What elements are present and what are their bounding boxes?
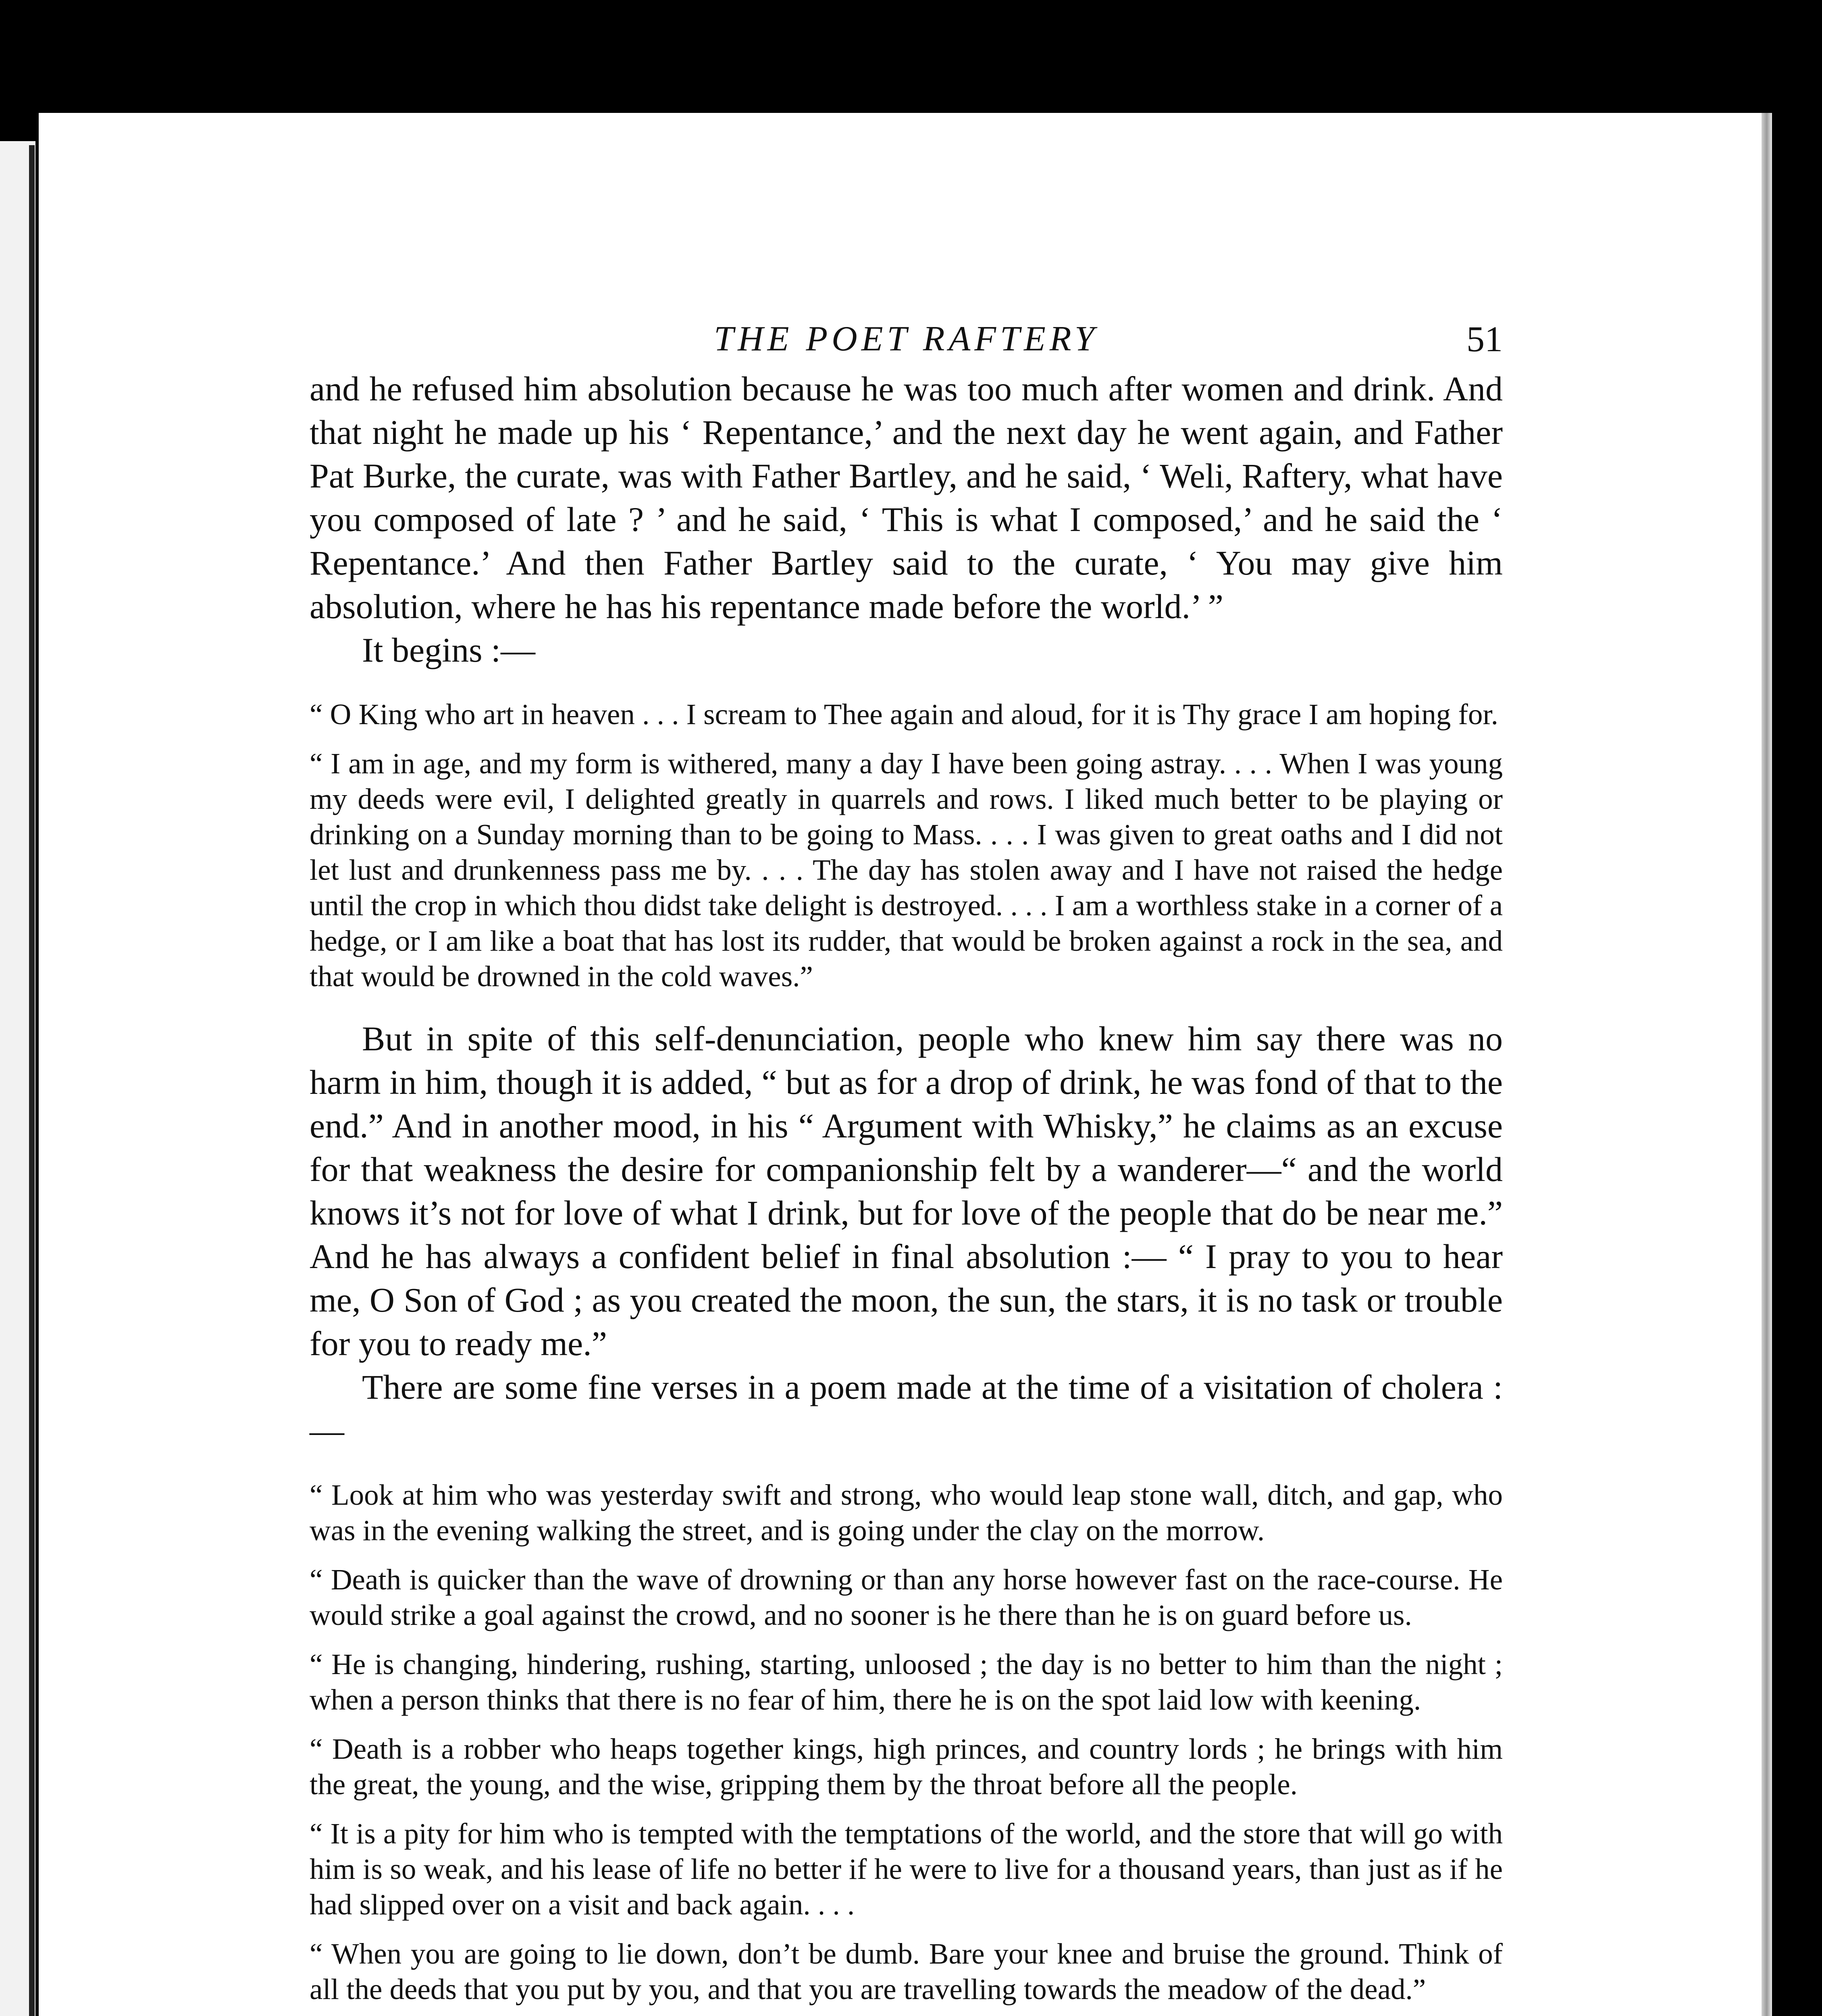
paragraph-2: It begins :— <box>362 631 535 669</box>
quote-5: “ He is changing, hindering, rushing, starting, unloosed ; the day is no better to him than the night ; when a person thinks that there is no fear of him, there he is on the spot laid low with keening. <box>310 1648 1503 1716</box>
page-text <box>310 319 1503 2016</box>
paragraph-4: There are some fine verses in a poem made at the time of a visitation of cholera :— <box>310 1368 1503 1450</box>
quote-7: “ It is a pity for him who is tempted with the temptations of the world, and the store that will go with him is so weak, and his lease of life no better if he were to live for a thousand years, than just as if he had slipped over on a visit and back again. . . . <box>310 1817 1503 1921</box>
page-stack-edge <box>1762 113 1772 2016</box>
quote-6: “ Death is a robber who heaps together kings, high princes, and country lords ; he brings with him the great, the young, and the wise, gripping them by the throat before all the people. <box>310 1733 1503 1801</box>
running-head <box>310 319 1503 367</box>
cholera-quote <box>310 1477 1503 2007</box>
quote-3: “ Look at him who was yesterday swift and strong, who would leap stone wall, ditch, and gap, who was in the evening walking the street, and is going under the clay on the morrow. <box>310 1479 1503 1547</box>
book-gutter-shadow <box>29 145 35 2016</box>
paragraph-1: and he refused him absolution because he was too much after women and drink. And that night he made up his ‘ Repentance,’ and the next day he went again, and Father Pat Burke, the curate, was with Father Bartley, and he said, ‘ Weli, Raftery, what have you composed of late ? ’ and he said, ‘ This is what I composed,’ and he said the ‘ Repentance.’ And then Father Bartley said to the curate, ‘ You may give him absolution, where he has his repentance made before the world.’ ” <box>310 369 1503 626</box>
paragraph-3: But in spite of this self-denunciation, people who knew him say there was no harm in him, though it is added, “ but as for a drop of drink, he was fond of that to the end.” And in another mood, in his “ Argument with Whisky,” he claims as an excuse for that weakness the desire for companionship felt by a wanderer—“ and the world knows it’s not for love of what I drink, but for love of the people that do be near me.” And he has always a confident belief in final absolution :— “ I pray to you to hear me, O Son of God ; as you created the moon, the sun, the stars, it is no task or trouble for you to ready me.” <box>310 1019 1503 1363</box>
quote-2: “ I am in age, and my form is withered, many a day I have been going astray. . . . When I was young my deeds were evil, I delighted greatly in quarrels and rows. I liked much better to be playing or drinking on a Sunday morning than to be going to Mass. . . . I was given to great oaths and I did not let lust and drunkenness pass me by. . . . The day has stolen away and I have not raised the hedge until the crop in which thou didst take delight is destroyed. . . . I am a worthless stake in a corner of a hedge, or I am like a boat that has lost its rudder, that would be broken against a rock in the sea, and that would be drowned in the cold waves.” <box>310 747 1503 993</box>
page-number: 51 <box>1466 319 1503 359</box>
repentance-quote <box>310 697 1503 994</box>
quote-1: “ O King who art in heaven . . . I scream to Thee again and aloud, for it is Thy grace I am hoping for. <box>310 698 1498 731</box>
running-title: THE POET RAFTERY <box>714 319 1098 358</box>
quote-8: “ When you are going to lie down, don’t be dumb. Bare your knee and bruise the ground. Think of all the deeds that you put by you, and that you are travelling towards the meadow of the dead.” <box>310 1937 1503 2006</box>
quote-4: “ Death is quicker than the wave of drowning or than any horse however fast on the race-course. He would strike a goal against the crowd, and no sooner is he there than he is on guard before us. <box>310 1563 1503 1631</box>
